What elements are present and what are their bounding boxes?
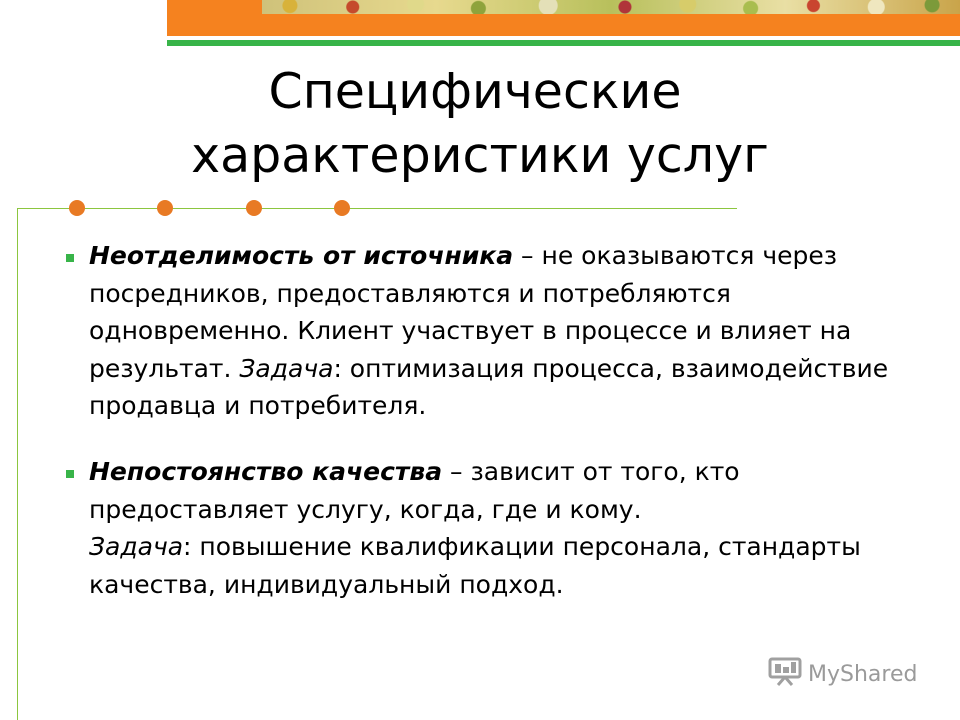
bullet-description: – зависит от того, кто предоставляет услугу, когда, где и кому. xyxy=(89,457,740,524)
bullet-square-icon xyxy=(66,254,74,262)
bullet-term: Неотделимость от источника xyxy=(89,241,514,270)
bullet-text xyxy=(89,237,896,425)
bullet-square-icon xyxy=(66,470,74,478)
header-green-stripe xyxy=(167,40,960,46)
slide-title xyxy=(0,60,960,188)
frame-left-line xyxy=(17,208,18,720)
watermark-text: MyShared xyxy=(808,661,918,687)
slide-title-line-2: характеристики услуг xyxy=(191,127,769,184)
header-flower-image xyxy=(262,0,960,14)
task-description: : оптимизация процесса, взаимодействие продавца и потребителя. xyxy=(89,353,889,420)
decor-dot xyxy=(157,200,173,216)
myshared-watermark xyxy=(768,654,917,694)
task-label: Задача xyxy=(239,353,334,383)
bullet-term: Непостоянство качества xyxy=(89,457,443,486)
frame-top-line xyxy=(17,208,737,209)
projector-screen-icon xyxy=(768,656,802,692)
decor-dot xyxy=(246,200,262,216)
bullet-description: – не оказываются через посредников, предоставляются и потребляются одновременно. Клиент участвует в процессе и влияет на результат. xyxy=(89,241,852,383)
task-description: : повышение квалификации персонала, стандарты качества, индивидуальный подход. xyxy=(89,532,861,599)
task-label: Задача xyxy=(89,532,184,561)
slide-title-line-1: Специфические xyxy=(268,63,682,120)
bullet-item xyxy=(66,453,896,603)
bullet-text xyxy=(89,453,896,603)
decor-dot xyxy=(69,200,85,216)
bullet-item xyxy=(66,237,896,425)
decor-dot xyxy=(334,200,350,216)
